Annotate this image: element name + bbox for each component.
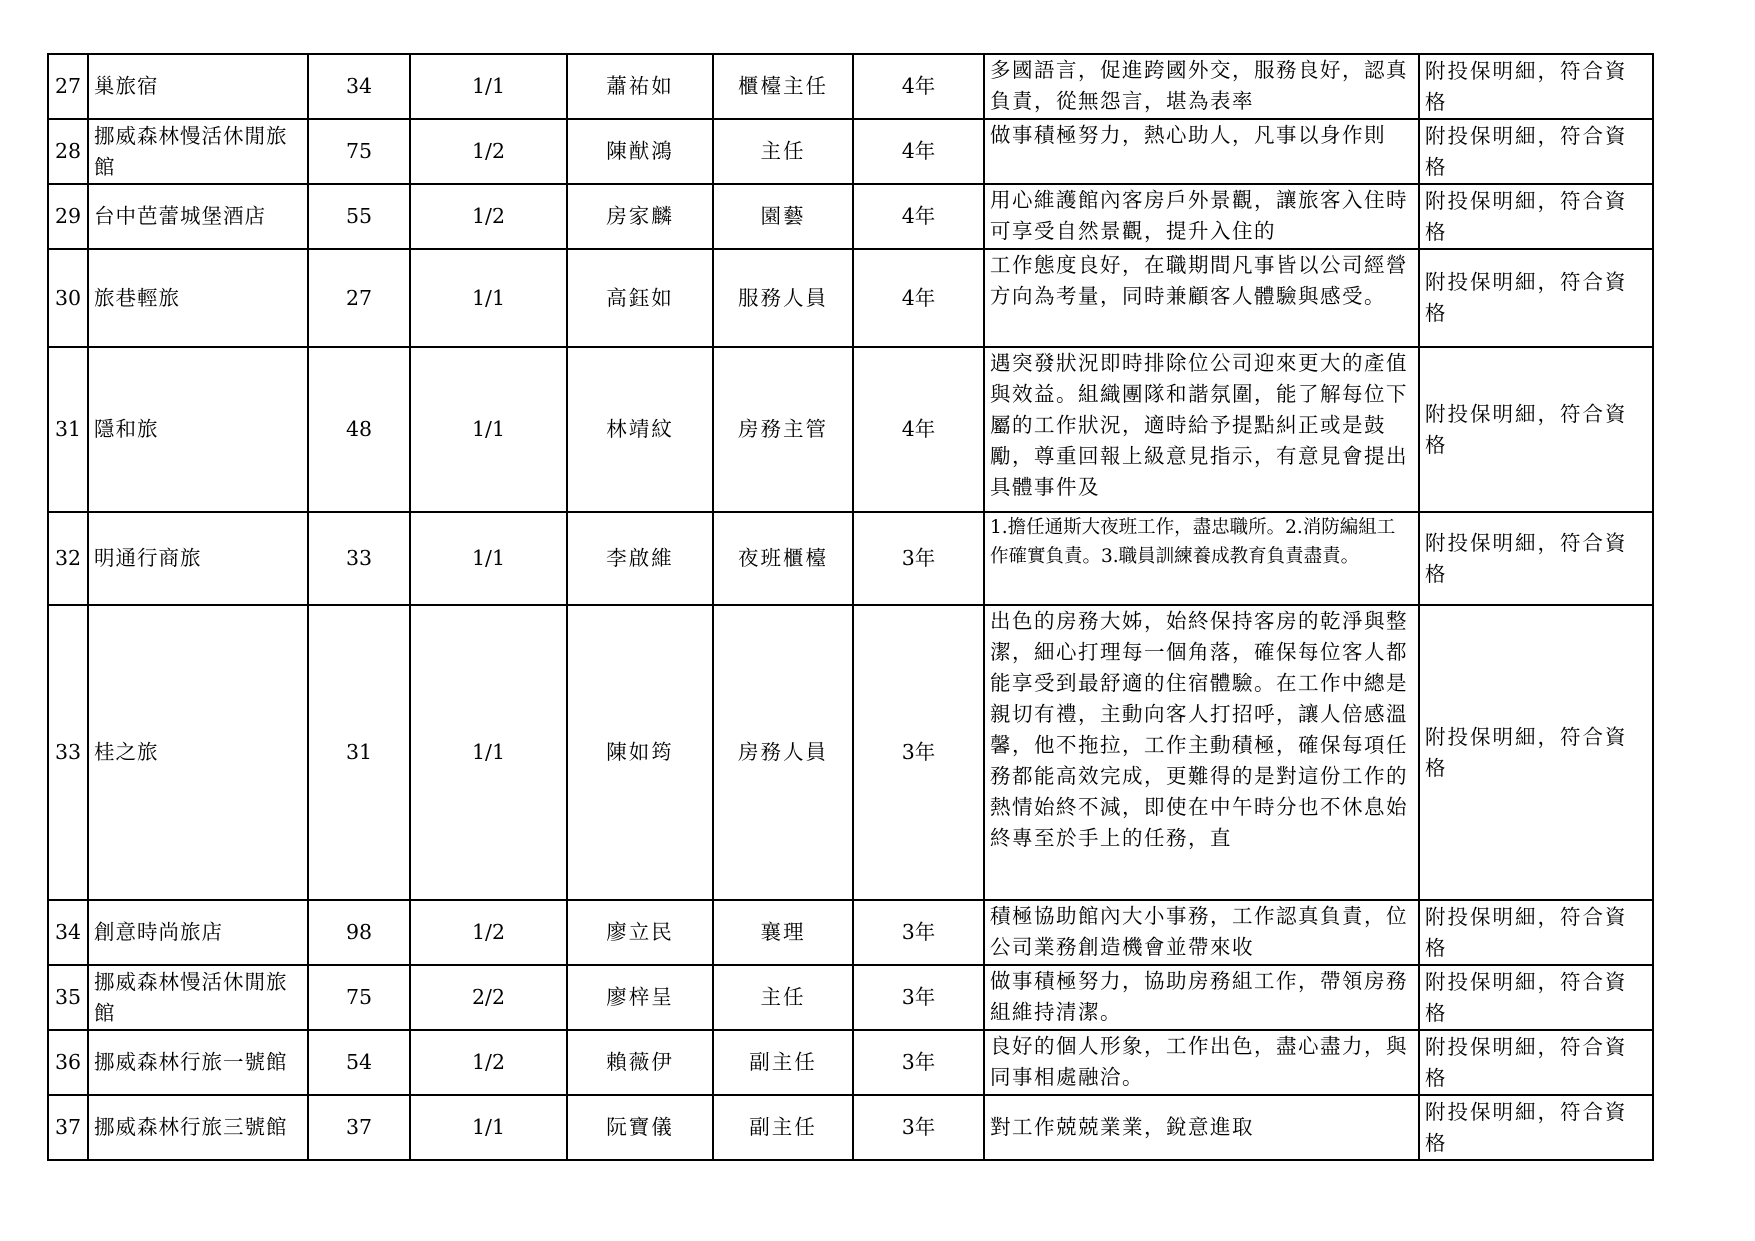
eligibility-note: 附投保明細，符合資格 <box>1419 54 1653 119</box>
job-title: 房務主管 <box>713 347 853 512</box>
quota-ratio: 1/1 <box>410 605 567 900</box>
row-number: 34 <box>48 900 88 965</box>
merit-description <box>984 605 1419 900</box>
room-count: 75 <box>308 965 410 1030</box>
merit-description <box>984 900 1419 965</box>
row-number: 33 <box>48 605 88 900</box>
table-row <box>48 184 1653 249</box>
merit-description <box>984 184 1419 249</box>
merit-text: 1.擔任通斯大夜班工作，盡忠職所。2.消防編組工作確實負責。3.職員訓練養成教育負責盡責。 <box>990 517 1396 567</box>
quota-ratio: 1/2 <box>410 900 567 965</box>
merit-text: 多國語言，促進跨國外交，服務良好，認真負責，從無怨言，堪為表率 <box>990 58 1408 113</box>
job-title: 櫃檯主任 <box>713 54 853 119</box>
table-row <box>48 1030 1653 1095</box>
hotel-name: 隱和旅 <box>88 347 308 512</box>
job-title: 襄理 <box>713 900 853 965</box>
job-title: 主任 <box>713 965 853 1030</box>
employee-name: 陳猷鴻 <box>567 119 713 184</box>
row-number: 31 <box>48 347 88 512</box>
years-of-service: 4年 <box>853 184 984 249</box>
years-of-service: 4年 <box>853 54 984 119</box>
employee-name: 陳如筠 <box>567 605 713 900</box>
employee-name: 林靖紋 <box>567 347 713 512</box>
hotel-name: 明通行商旅 <box>88 512 308 605</box>
job-title: 副主任 <box>713 1030 853 1095</box>
hotel-name: 創意時尚旅店 <box>88 900 308 965</box>
room-count: 27 <box>308 249 410 347</box>
employee-name: 李啟維 <box>567 512 713 605</box>
eligibility-note: 附投保明細，符合資格 <box>1419 965 1653 1030</box>
quota-ratio: 1/1 <box>410 512 567 605</box>
row-number: 32 <box>48 512 88 605</box>
eligibility-note: 附投保明細，符合資格 <box>1419 1095 1653 1160</box>
merit-description <box>984 1095 1419 1160</box>
quota-ratio: 2/2 <box>410 965 567 1030</box>
job-title: 服務人員 <box>713 249 853 347</box>
merit-text: 良好的個人形象，工作出色，盡心盡力，與同事相處融洽。 <box>990 1034 1408 1089</box>
table-row <box>48 54 1653 119</box>
employee-name: 阮寶儀 <box>567 1095 713 1160</box>
room-count: 33 <box>308 512 410 605</box>
merit-description <box>984 249 1419 347</box>
table-row <box>48 512 1653 605</box>
job-title: 房務人員 <box>713 605 853 900</box>
merit-text: 做事積極努力，協助房務組工作，帶領房務組維持清潔。 <box>990 969 1408 1024</box>
years-of-service: 3年 <box>853 900 984 965</box>
employee-name: 廖梓呈 <box>567 965 713 1030</box>
room-count: 98 <box>308 900 410 965</box>
hotel-name: 桂之旅 <box>88 605 308 900</box>
eligibility-note: 附投保明細，符合資格 <box>1419 119 1653 184</box>
row-number: 35 <box>48 965 88 1030</box>
room-count: 34 <box>308 54 410 119</box>
merit-text: 用心維護館內客房戶外景觀，讓旅客入住時可享受自然景觀，提升入住的 <box>990 188 1408 243</box>
room-count: 31 <box>308 605 410 900</box>
hotel-name: 台中芭蕾城堡酒店 <box>88 184 308 249</box>
merit-text: 工作態度良好，在職期間凡事皆以公司經營方向為考量，同時兼顧客人體驗與感受。 <box>990 253 1408 308</box>
quota-ratio: 1/1 <box>410 1095 567 1160</box>
row-number: 30 <box>48 249 88 347</box>
quota-ratio: 1/2 <box>410 1030 567 1095</box>
table-row <box>48 119 1653 184</box>
nominee-table <box>47 53 1654 1161</box>
row-number: 28 <box>48 119 88 184</box>
merit-description <box>984 347 1419 512</box>
eligibility-note: 附投保明細，符合資格 <box>1419 249 1653 347</box>
merit-text: 積極協助館內大小事務，工作認真負責，位公司業務創造機會並帶來收 <box>990 904 1408 959</box>
eligibility-note: 附投保明細，符合資格 <box>1419 900 1653 965</box>
employee-name: 蕭祐如 <box>567 54 713 119</box>
employee-name: 賴薇伊 <box>567 1030 713 1095</box>
room-count: 54 <box>308 1030 410 1095</box>
table-row <box>48 347 1653 512</box>
employee-name: 房家麟 <box>567 184 713 249</box>
merit-description <box>984 1030 1419 1095</box>
room-count: 37 <box>308 1095 410 1160</box>
hotel-name: 旅巷輕旅 <box>88 249 308 347</box>
employee-name: 廖立民 <box>567 900 713 965</box>
room-count: 75 <box>308 119 410 184</box>
years-of-service: 3年 <box>853 512 984 605</box>
years-of-service: 3年 <box>853 965 984 1030</box>
quota-ratio: 1/2 <box>410 184 567 249</box>
eligibility-note: 附投保明細，符合資格 <box>1419 1030 1653 1095</box>
merit-description <box>984 965 1419 1030</box>
quota-ratio: 1/1 <box>410 347 567 512</box>
eligibility-note: 附投保明細，符合資格 <box>1419 184 1653 249</box>
table-row <box>48 605 1653 900</box>
job-title: 園藝 <box>713 184 853 249</box>
years-of-service: 3年 <box>853 1095 984 1160</box>
merit-description <box>984 512 1419 605</box>
merit-description <box>984 54 1419 119</box>
job-title: 副主任 <box>713 1095 853 1160</box>
merit-text: 出色的房務大姊，始終保持客房的乾淨與整潔，細心打理每一個角落，確保每位客人都能享受到最舒適的住宿體驗。在工作中總是親切有禮，主動向客人打招呼，讓人倍感溫馨，他不拖拉，工作主動積極，確保每項任務都能高效完成，更難得的是對這份工作的熱情始終不減，即使在中午時分也不休息始終專至於手上的任務，直 <box>990 609 1408 850</box>
hotel-name: 巢旅宿 <box>88 54 308 119</box>
years-of-service: 3年 <box>853 1030 984 1095</box>
merit-text: 做事積極努力，熱心助人，凡事以身作則 <box>990 123 1386 147</box>
table-row <box>48 900 1653 965</box>
table-row <box>48 1095 1653 1160</box>
years-of-service: 3年 <box>853 605 984 900</box>
row-number: 36 <box>48 1030 88 1095</box>
quota-ratio: 1/1 <box>410 54 567 119</box>
eligibility-note: 附投保明細，符合資格 <box>1419 347 1653 512</box>
hotel-name: 挪威森林慢活休閒旅館 <box>88 119 308 184</box>
row-number: 29 <box>48 184 88 249</box>
employee-name: 高鈺如 <box>567 249 713 347</box>
room-count: 48 <box>308 347 410 512</box>
hotel-name: 挪威森林行旅三號館 <box>88 1095 308 1160</box>
quota-ratio: 1/2 <box>410 119 567 184</box>
eligibility-note: 附投保明細，符合資格 <box>1419 512 1653 605</box>
hotel-name: 挪威森林慢活休閒旅館 <box>88 965 308 1030</box>
job-title: 夜班櫃檯 <box>713 512 853 605</box>
merit-description <box>984 119 1419 184</box>
row-number: 37 <box>48 1095 88 1160</box>
merit-text: 對工作兢兢業業，銳意進取 <box>990 1115 1254 1139</box>
quota-ratio: 1/1 <box>410 249 567 347</box>
years-of-service: 4年 <box>853 119 984 184</box>
hotel-name: 挪威森林行旅一號館 <box>88 1030 308 1095</box>
row-number: 27 <box>48 54 88 119</box>
room-count: 55 <box>308 184 410 249</box>
years-of-service: 4年 <box>853 347 984 512</box>
table-row <box>48 249 1653 347</box>
job-title: 主任 <box>713 119 853 184</box>
table-row <box>48 965 1653 1030</box>
years-of-service: 4年 <box>853 249 984 347</box>
merit-text: 遇突發狀況即時排除位公司迎來更大的產值與效益。組織團隊和諧氛圍，能了解每位下屬的工作狀況，適時給予提點糾正或是鼓勵，尊重回報上級意見指示，有意見會提出具體事件及 <box>990 351 1408 499</box>
eligibility-note: 附投保明細，符合資格 <box>1419 605 1653 900</box>
